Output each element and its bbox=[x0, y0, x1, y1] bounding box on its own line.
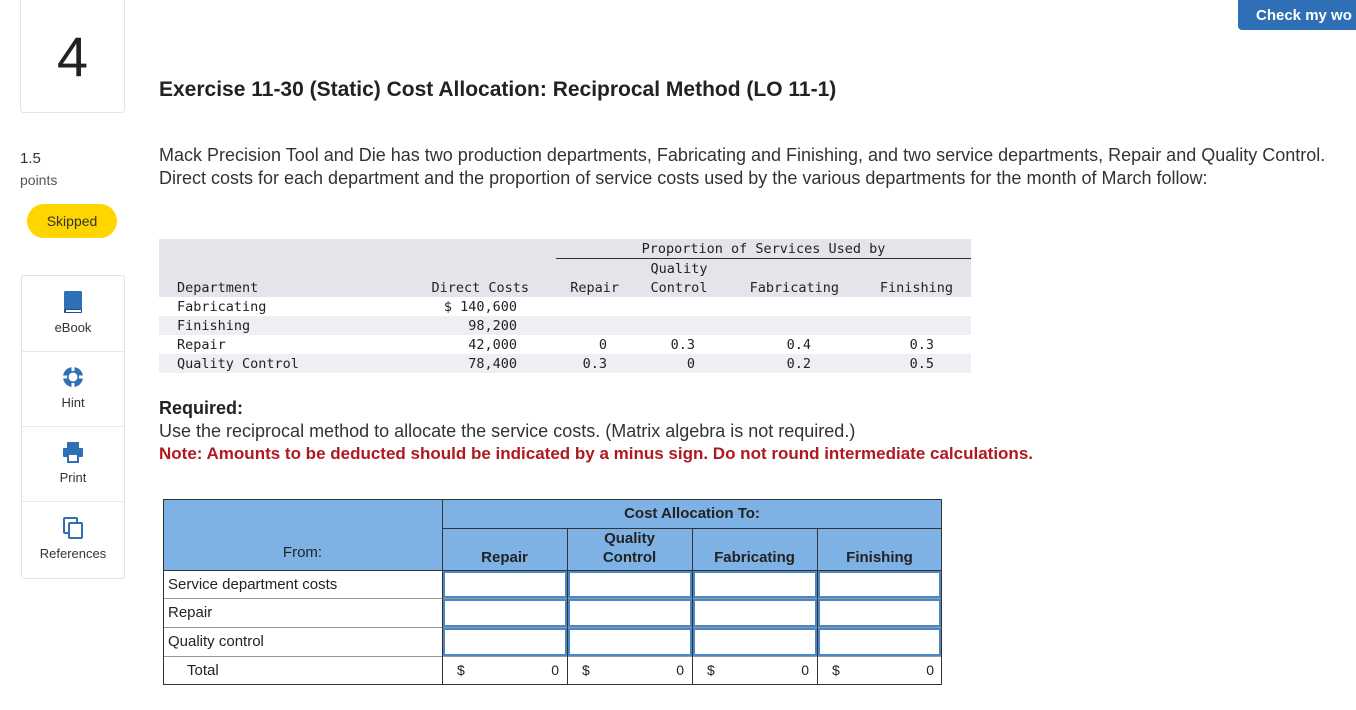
col-qc-line2: Control bbox=[650, 280, 708, 296]
book-icon bbox=[62, 290, 84, 314]
required-heading: Required: bbox=[159, 398, 244, 418]
col-finishing: Finishing bbox=[879, 280, 953, 296]
row-repair: 0 bbox=[598, 337, 607, 353]
row-label-service-costs: Service department costs bbox=[168, 576, 338, 593]
row-direct: $ 140,600 bbox=[443, 299, 517, 315]
hint-button[interactable] bbox=[22, 351, 124, 427]
currency-sign: $ bbox=[457, 662, 465, 678]
col-qc-line1: Quality bbox=[650, 261, 708, 277]
col-repair: Repair bbox=[570, 280, 619, 296]
service-costs-qc-input[interactable] bbox=[568, 571, 692, 598]
row-fin: 0.3 bbox=[909, 337, 934, 353]
tools-panel bbox=[21, 275, 125, 579]
service-costs-fab-input[interactable] bbox=[693, 571, 817, 598]
row-qc: 0 bbox=[686, 356, 695, 372]
total-qc: 0 bbox=[676, 662, 684, 678]
alloc-col-finishing: Finishing bbox=[846, 549, 913, 566]
row-fab: 0.2 bbox=[786, 356, 811, 372]
status-badge: Skipped bbox=[27, 204, 117, 238]
ebook-label: eBook bbox=[54, 320, 92, 335]
total-fab: 0 bbox=[801, 662, 809, 678]
printer-icon bbox=[61, 440, 85, 464]
row-label-quality-control: Quality control bbox=[168, 633, 264, 650]
row-fab: 0.4 bbox=[786, 337, 811, 353]
qc-fab-input[interactable] bbox=[693, 628, 817, 656]
lifebuoy-icon bbox=[61, 365, 85, 389]
question-number: 4 bbox=[56, 24, 89, 88]
check-my-work-button[interactable]: Check my wo bbox=[1238, 0, 1356, 30]
row-label-total: Total bbox=[187, 662, 219, 679]
qc-fin-input[interactable] bbox=[818, 628, 941, 656]
references-label: References bbox=[39, 546, 107, 561]
col-fabricating: Fabricating bbox=[749, 280, 839, 296]
row-dept: Fabricating bbox=[177, 299, 267, 315]
repair-fin-input[interactable] bbox=[818, 599, 941, 627]
row-dept: Finishing bbox=[177, 318, 251, 334]
alloc-col-fabricating: Fabricating bbox=[714, 549, 795, 566]
copy-pages-icon bbox=[62, 516, 84, 540]
print-label: Print bbox=[59, 470, 87, 485]
repair-fab-input[interactable] bbox=[693, 599, 817, 627]
currency-sign: $ bbox=[832, 662, 840, 678]
total-repair: 0 bbox=[551, 662, 559, 678]
currency-sign: $ bbox=[707, 662, 715, 678]
qc-qc-input[interactable] bbox=[568, 628, 692, 656]
row-label-repair: Repair bbox=[168, 604, 213, 621]
cost-allocation-header: Cost Allocation To: bbox=[624, 505, 760, 522]
question-number-box bbox=[20, 0, 125, 113]
print-button[interactable] bbox=[22, 426, 124, 502]
row-dept: Repair bbox=[177, 337, 226, 353]
total-fin: 0 bbox=[926, 662, 934, 678]
repair-qc-input[interactable] bbox=[568, 599, 692, 627]
points-label: points bbox=[20, 172, 58, 188]
row-direct: 78,400 bbox=[468, 356, 517, 372]
references-button[interactable] bbox=[22, 502, 124, 577]
row-qc: 0.3 bbox=[670, 337, 695, 353]
page-title: Exercise 11-30 (Static) Cost Allocation: Reciprocal Method (LO 11-1) bbox=[159, 78, 837, 101]
service-costs-fin-input[interactable] bbox=[818, 571, 941, 598]
qc-repair-input[interactable] bbox=[443, 628, 567, 656]
alloc-col-qc-line1: Quality bbox=[604, 530, 655, 547]
required-note: Note: Amounts to be deducted should be indicated by a minus sign. Do not round intermediate calculations. bbox=[159, 444, 1033, 463]
row-direct: 42,000 bbox=[468, 337, 517, 353]
cost-allocation-table bbox=[163, 499, 942, 685]
col-direct-costs: Direct Costs bbox=[431, 280, 529, 296]
currency-sign: $ bbox=[582, 662, 590, 678]
repair-repair-input[interactable] bbox=[443, 599, 567, 627]
alloc-col-repair: Repair bbox=[481, 549, 528, 566]
required-text: Use the reciprocal method to allocate the service costs. (Matrix algebra is not required.) bbox=[159, 421, 856, 441]
proportion-group-header: Proportion of Services Used by bbox=[641, 241, 886, 257]
row-direct: 98,200 bbox=[468, 318, 517, 334]
cost-data-table bbox=[159, 239, 971, 373]
hint-label: Hint bbox=[61, 395, 85, 410]
row-fin: 0.5 bbox=[909, 356, 934, 372]
ebook-button[interactable] bbox=[22, 276, 124, 352]
points-value: 1.5 bbox=[20, 150, 41, 167]
row-repair: 0.3 bbox=[582, 356, 607, 372]
col-department: Department bbox=[177, 280, 259, 296]
row-dept: Quality Control bbox=[177, 356, 299, 372]
alloc-col-qc-line2: Control bbox=[602, 549, 657, 566]
from-label: From: bbox=[282, 544, 323, 561]
service-costs-repair-input[interactable] bbox=[443, 571, 567, 598]
problem-intro: Mack Precision Tool and Die has two production departments, Fabricating and Finishing, and two service departments, Repair and Quality Control. Direct costs for each department and the proportion of service costs used by the various departments for the month of March follow: bbox=[159, 145, 1326, 188]
